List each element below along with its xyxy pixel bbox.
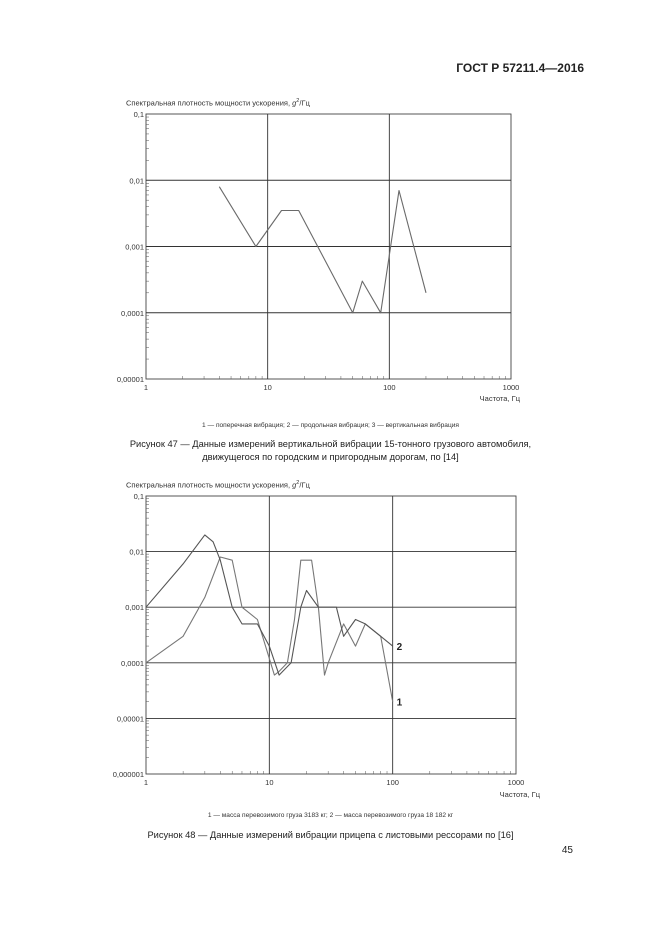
x-tick-label: 10 — [265, 778, 274, 787]
plot-area — [146, 496, 516, 774]
y-tick-label: 0,1 — [133, 492, 144, 501]
y-tick-label: 0,0001 — [121, 308, 144, 318]
x-tick-label: 1 — [143, 778, 149, 787]
y-tick-label: 0,01 — [129, 176, 144, 186]
figure-47-caption: Рисунок 47 — Данные измерений вертикальной вибрации 15-тонного грузового автомобиля, движущегося по городским и пригородным дорогам, по [14] — [129, 439, 532, 462]
series-label-1: 1 — [396, 697, 403, 709]
series-label-2: 2 — [396, 642, 403, 654]
standard-header: ГОСТ Р 57211.4—2016 — [456, 61, 584, 75]
figure-48-legend: 1 — масса перевозимого груза 3183 кг; 2 — масса перевозимого груза 18 182 кг — [207, 812, 454, 819]
x-tick-label: 100 — [383, 383, 396, 392]
figure-47-x-axis-label: Частота, Гц — [479, 394, 520, 403]
x-tick-label: 1000 — [507, 778, 525, 787]
figure-47-legend: 1 — поперечная вибрация; 2 — продольная вибрация; 3 — вертикальная вибрация — [202, 422, 459, 429]
figure-48-caption: Рисунок 48 — Данные измерений вибрации прицепа с листовыми рессорами по [16] — [147, 830, 514, 840]
figure-47-y-axis-label: Спектральная плотность мощности ускорения, $g^2/Гц$ — [126, 98, 310, 108]
x-tick-label: 1000 — [502, 383, 520, 392]
figure-48-y-axis-label: Спектральная плотность мощности ускорения, $g^2/Гц$ — [126, 480, 310, 490]
y-tick-label: 0,0001 — [121, 658, 144, 668]
y-tick-label: 0,00001 — [116, 714, 144, 724]
x-tick-label: 1 — [143, 383, 149, 392]
y-tick-label: 0,001 — [125, 242, 144, 252]
x-tick-label: 10 — [263, 383, 272, 392]
y-tick-label: 0,00001 — [116, 375, 144, 384]
page-number: 45 — [561, 845, 573, 856]
figure-48-x-axis-label: Частота, Гц — [499, 790, 540, 799]
y-tick-label: 0,001 — [125, 603, 144, 613]
y-tick-label: 0,01 — [129, 547, 144, 557]
y-tick-label: 0,000001 — [112, 770, 144, 779]
x-tick-label: 100 — [386, 778, 399, 787]
y-tick-label: 0,1 — [133, 110, 144, 119]
